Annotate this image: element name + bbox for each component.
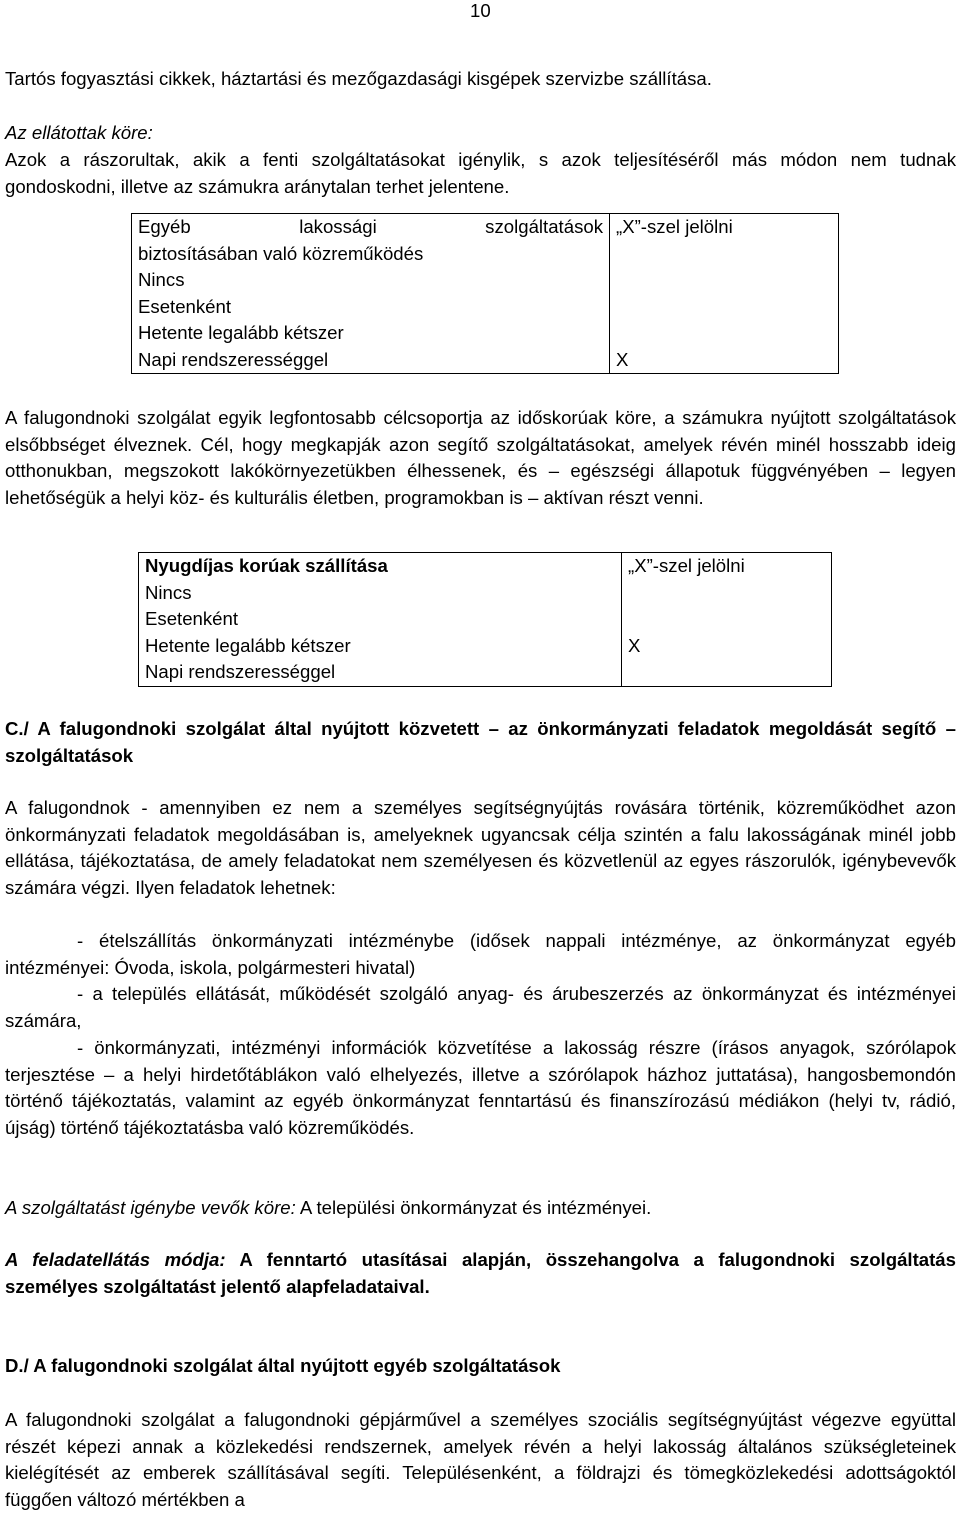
table1-row-mark (610, 294, 839, 321)
section-c-item: - ételszállítás önkormányzati intézménybe (idősek nappali intézménye, az önkormányzat egyéb intézményei: Óvoda, iskola, polgármesteri hivatal) (5, 930, 956, 978)
table2-row-label: Hetente legalább kétszer (139, 633, 622, 660)
section-d-paragraph: A falugondnoki szolgálat a falugondnoki gépjárművel a személyes szociális segítségnyújtást végezve együttal részét képezi annak a közlekedési rendszernek, amelyek révén a helyi lakosság általános szükségleteinek kielégítését az emberek szállításával segíti. Településenként, a földrajzi és tömegközlekedési adottságoktól függően változó mértékben a (5, 1409, 956, 1510)
table1-row-label: Esetenként (132, 294, 610, 321)
section-c-item: - önkormányzati, intézményi információk közvetítése a lakosság részre (írásos anyagok, szórólapok terjesztése – a helyi hirdetőtáblákon való elhelyezés, illetve a szórólapok házhoz juttatása), hangosbemondón történő tájékoztatás, valamint az egyéb önkormányzat fenntartású és finanszírozású médiákon (helyi tv, rádió, újság) történő tájékoztatásba való közreműködés. (5, 1037, 956, 1138)
table1-header-mark: „X”-szel jelölni (610, 214, 839, 268)
table2-row-mark (622, 606, 832, 633)
page-number: 10 (470, 0, 491, 21)
task-mode-label: A feladatellátás módja: (5, 1249, 226, 1270)
task-mode-text: A fenntartó utasításai alapján, összehangolva a falugondnoki szolgáltatás személyes szolgáltatást jelentő alapfeladataival. (5, 1249, 956, 1297)
served-text: Azok a rászorultak, akik a fenti szolgáltatásokat igénylik, s azok teljesítéséről más módon nem tudnak gondoskodni, illetve az számukra aránytalan terhet jelentene. (5, 149, 956, 197)
section-c-item: - a település ellátását, működését szolgáló anyag- és árubeszerzés az önkormányzat és intézményei számára, (5, 983, 956, 1031)
other-services-table (131, 213, 839, 374)
service-users-line (5, 1195, 956, 1222)
service-users-text: A települési önkormányzat és intézményei. (295, 1197, 652, 1218)
table2-header-label: Nyugdíjas korúak szállítása (139, 553, 622, 580)
table2-row-label: Napi rendszerességgel (139, 659, 622, 686)
section-c-heading: C./ A falugondnoki szolgálat által nyújtott közvetett – az önkormányzati feladatok megoldását segítő – szolgáltatások (5, 718, 956, 766)
table2-header-mark: „X”-szel jelölni (622, 553, 832, 580)
section-d-heading: D./ A falugondnoki szolgálat által nyújtott egyéb szolgáltatások (5, 1355, 561, 1376)
table1-row-label: Nincs (132, 267, 610, 294)
service-users-label: A szolgáltatást igénybe vevők köre: (5, 1197, 296, 1218)
elderly-paragraph: A falugondnoki szolgálat egyik legfontosabb célcsoportja az időskorúak köre, a számukra nyújtott szolgáltatások elsőbbséget élveznek. Cél, hogy megkapják azon segítő szolgáltatásokat, amelyek révén minél hosszabb ideig otthonukban, megszokott lakókörnyezetükben élhessenek, és – egészségi állapotuk függvényében – legyen lehetőségük a helyi köz- és kulturális életben, programokban is – aktívan részt venni. (5, 407, 956, 508)
task-mode-line (5, 1247, 956, 1300)
table1-row-label: Napi rendszerességgel (132, 347, 610, 374)
table1-row-label: Hetente legalább kétszer (132, 320, 610, 347)
transport-line: Tartós fogyasztási cikkek, háztartási és mezőgazdasági kisgépek szervizbe szállítása. (5, 68, 712, 89)
table1-header-label: Egyéb lakossági szolgáltatások biztosításában való közreműködés (132, 214, 610, 268)
table1-row-mark (610, 320, 839, 347)
table2-row-label: Nincs (139, 580, 622, 607)
table1-row-mark: X (610, 347, 839, 374)
table2-row-mark: X (622, 633, 832, 660)
table2-row-mark (622, 580, 832, 607)
table2-row-label: Esetenként (139, 606, 622, 633)
table1-row-mark (610, 267, 839, 294)
served-label: Az ellátottak köre: (5, 122, 153, 143)
pensioner-transport-table (138, 552, 832, 687)
table2-row-mark (622, 659, 832, 686)
section-c-paragraph: A falugondnok - amennyiben ez nem a személyes segítségnyújtás rovására történik, közreműködhet azon önkormányzati feladatok megoldásában is, amelyeknek ugyancsak célja szintén a falu lakosságának minél jobb ellátása, tájékoztatása, de amely feladatokat nem személyesen és közvetlenül az egyes rászorulók, igénybevevők számára végzi. Ilyen feladatok lehetnek: (5, 797, 956, 898)
